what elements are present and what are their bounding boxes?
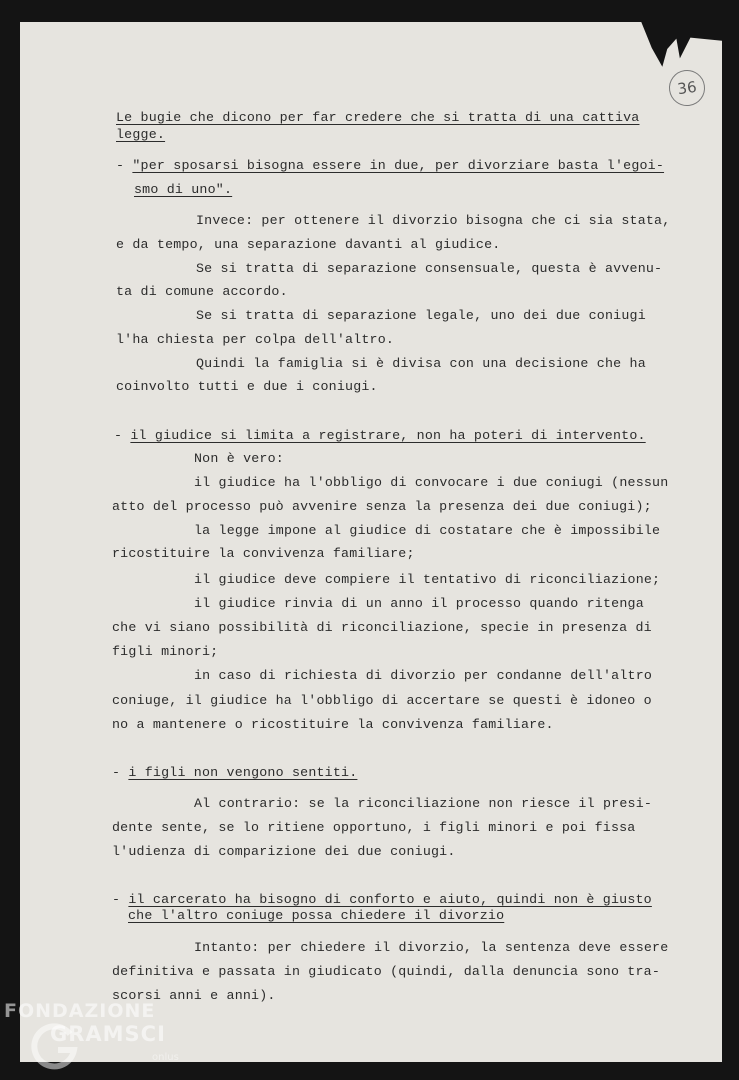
section-3-line: l'udienza di comparizione dei due coniugi.	[112, 844, 456, 859]
page-number-stamp: 36	[667, 68, 708, 109]
section-1-heading-line-1: - "per sposarsi bisogna essere in due, per divorziare basta l'egoi-	[116, 158, 665, 173]
section-4-line: definitiva e passata in giudicato (quindi, dalla denuncia sono tra-	[112, 964, 661, 979]
section-4-line: Intanto: per chiedere il divorzio, la sentenza deve essere	[194, 940, 669, 955]
section-1-line: Se si tratta di separazione consensuale, questa è avvenu-	[196, 261, 663, 276]
section-1-line: Se si tratta di separazione legale, uno dei due coniugi	[196, 308, 646, 323]
section-2-line: ricostituire la convivenza familiare;	[112, 546, 415, 561]
watermark-onlus: onlus	[152, 1052, 179, 1063]
watermark-line-2: GRAMSCI	[50, 1022, 166, 1046]
section-1-line: coinvolto tutti e due i coniugi.	[116, 379, 378, 394]
fondazione-gramsci-watermark	[4, 1000, 194, 1078]
title-line-2: legge.	[116, 127, 166, 142]
section-2-line: Non è vero:	[194, 451, 284, 466]
section-3-line: dente sente, se lo ritiene opportuno, i figli minori e poi fissa	[112, 820, 636, 835]
section-2-line: atto del processo può avvenire senza la presenza dei due coniugi);	[112, 499, 652, 514]
section-3-line: Al contrario: se la riconciliazione non riesce il presi-	[194, 796, 653, 811]
section-4-heading-line-2: che l'altro coniuge possa chiedere il divorzio	[128, 908, 505, 923]
section-2-line: no a mantenere o ricostituire la convivenza familiare.	[112, 717, 554, 732]
title-line-1: Le bugie che dicono per far credere che si tratta di una cattiva	[116, 110, 640, 125]
section-2-line: che vi siano possibilità di riconciliazione, specie in presenza di	[112, 620, 652, 635]
section-1-line: Invece: per ottenere il divorzio bisogna che ci sia stata,	[196, 213, 671, 228]
section-1-line: e da tempo, una separazione davanti al giudice.	[116, 237, 501, 252]
watermark-line-1: FONDAZIONE	[4, 1000, 156, 1022]
section-1-line: ta di comune accordo.	[116, 284, 288, 299]
section-1-heading-line-2: smo di uno".	[134, 182, 233, 197]
section-4-line: scorsi anni e anni).	[112, 988, 276, 1003]
section-2-line: figli minori;	[112, 644, 219, 659]
section-2-heading: - il giudice si limita a registrare, non ha poteri di intervento.	[114, 428, 646, 443]
section-3-heading: - i figli non vengono sentiti.	[112, 765, 358, 780]
section-1-line: Quindi la famiglia si è divisa con una decisione che ha	[196, 356, 646, 371]
section-2-line: coniuge, il giudice ha l'obbligo di accertare se questi è idoneo o	[112, 693, 652, 708]
section-2-line: la legge impone al giudice di costatare che è impossibile	[194, 523, 661, 538]
section-4-heading-line-1: - il carcerato ha bisogno di conforto e aiuto, quindi non è giusto	[112, 892, 652, 907]
section-1-line: l'ha chiesta per colpa dell'altro.	[116, 332, 395, 347]
section-2-line: in caso di richiesta di divorzio per condanne dell'altro	[194, 668, 653, 683]
section-2-line: il giudice ha l'obbligo di convocare i due coniugi (nessun	[194, 475, 669, 490]
section-2-line: il giudice deve compiere il tentativo di riconciliazione;	[194, 572, 661, 587]
section-2-line: il giudice rinvia di un anno il processo quando ritenga	[194, 596, 644, 611]
